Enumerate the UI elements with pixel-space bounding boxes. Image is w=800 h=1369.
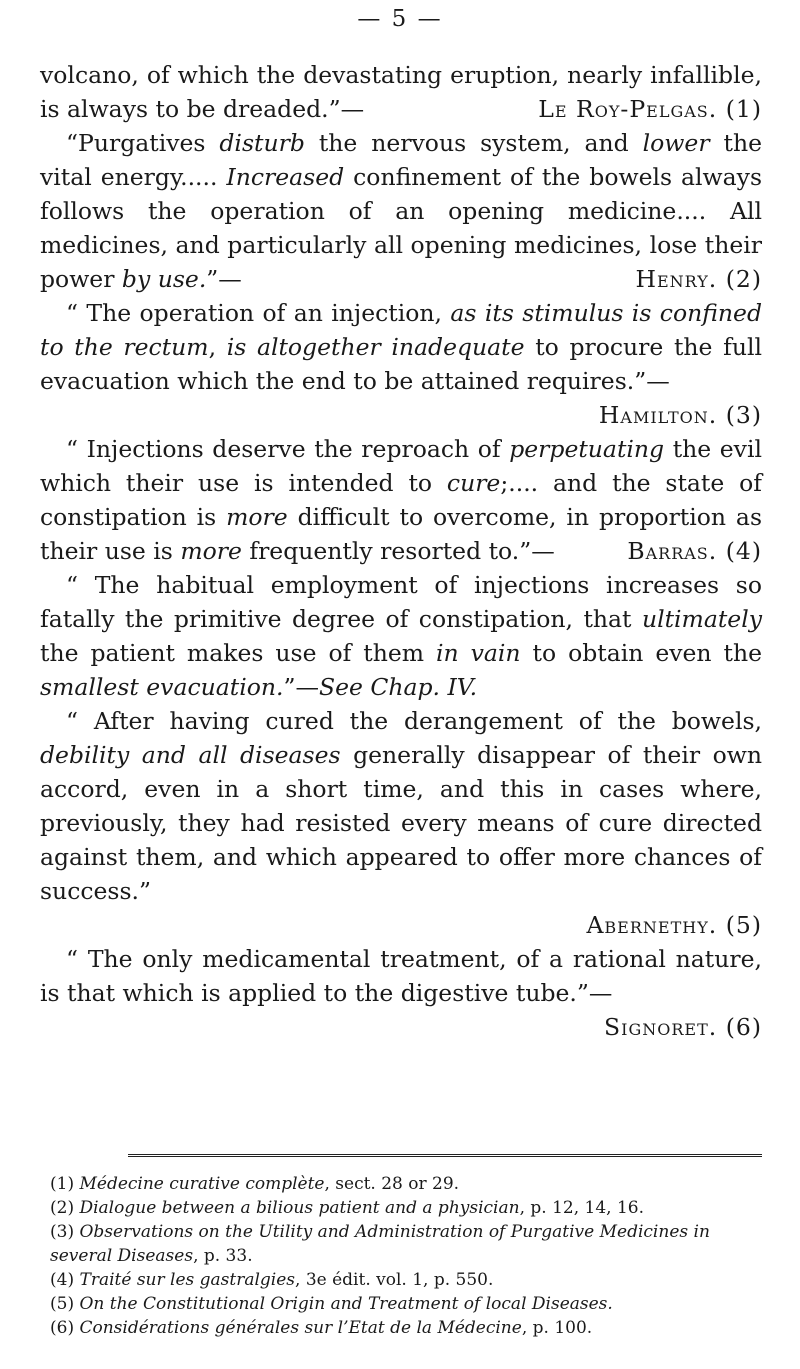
page-number: — 5 — [357,6,443,32]
attribution-le-roy-pelgas: Le Roy-Pelgas. (1) [538,95,762,123]
attribution-abernethy: Abernethy. (5) [586,911,762,939]
attribution-hamilton: Hamilton. (3) [598,401,762,429]
paragraph-7: “ The only medicamental treatment, of a rational nature, is that which is applied to the digestive tube.”— [40,945,762,1007]
footnote-4: (4) Traité sur les gastralgies, 3e édit. vol. 1, p. 550. [50,1270,494,1290]
paragraph-5: “ The habitual employment of injections increases so fatally the primitive degree of constipation, that ultimately the patient makes use of them in vain to obtain even the smallest evacuation.”—See Chap. IV. [40,571,762,701]
footnote-5: (5) On the Constitutional Origin and Treatment of local Diseases. [50,1294,613,1314]
paragraph-3: “ The operation of an injection, as its stimulus is confined to the rectum, is altogether inadequate to procure the full evacuation which the end to be attained requires.”— [40,299,762,395]
attribution-barras: Barras. (4) [627,537,762,565]
footnote-3: (3) Observations on the Utility and Administration of Purgative Medicines in several Diseases, p. 33. [50,1222,710,1266]
footnote-divider [128,1154,762,1157]
attribution-henry: Henry. (2) [635,265,762,293]
paragraph-4: “ Injections deserve the reproach of perpetuating the evil which their use is intended to cure;.... and the state of constipation is more difficult to overcome, in proportion as their use is more frequently resorted to.”— Barras. (4) [40,432,762,568]
body-text [40,58,762,1044]
footnotes [40,1172,762,1340]
chapter-reference: See Chap. IV. [319,673,478,701]
footnote-6: (6) Considérations générales sur l’Etat de la Médecine, p. 100. [50,1318,593,1338]
paragraph-6: “ After having cured the derangement of the bowels, debility and all diseases generally disappear of their own accord, even in a short time, and this in cases where, previously, they had resisted every means of cure directed against them, and which appeared to offer more chances of success.” [40,707,762,905]
footnote-1: (1) Médecine curative complète, sect. 28 or 29. [50,1174,460,1194]
paragraph-2: “Purgatives disturb the nervous system, and lower the vital energy..... Increased confinement of the bowels always follows the operation of an opening medicine.... All medicines, and particularly all opening medicines, lose their power by use.”— Henry. (2) [40,126,762,296]
attribution-signoret: Signoret. (6) [604,1013,762,1041]
footnote-2: (2) Dialogue between a bilious patient and a physician, p. 12, 14, 16. [50,1198,644,1218]
paragraph-1: volcano, of which the devastating eruption, nearly infallible, is always to be dreaded.”— Le Roy-Pelgas. (1) [40,58,762,126]
